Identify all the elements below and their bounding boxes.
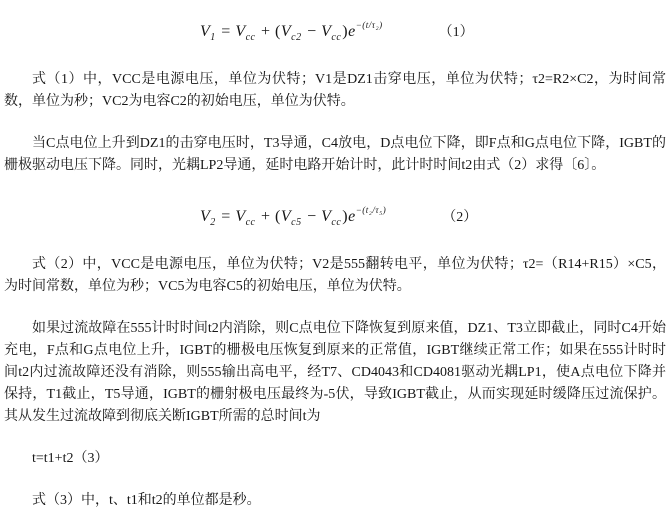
paragraph-eq2-explanation: 式（2）中，VCC是电源电压，单位为伏特；V2是555翻转电平，单位为伏特；τ2=（R14+R15）×C5，为时间常数，单位为秒；VC5为电容C5的初始电压，单位为伏特。	[4, 257, 666, 294]
equation-3-line: t=t1+t2（3）	[32, 451, 109, 466]
equation-1: $V_1 = V_{cc} + (V_{c2} - V_{cc})e^{-(t/\tau_2)}$	[200, 20, 383, 43]
paragraph-eq1-explanation: 式（1）中，VCC是电源电压，单位为伏特；V1是DZ1击穿电压，单位为伏特；τ2=R2×C2，为时间常数，单位为秒；VC2为电容C2的初始电压，单位为伏特。	[4, 72, 666, 109]
paragraph-circuit-behavior: 当C点电位上升到DZ1的击穿电压时，T3导通，C4放电，D点电位下降，即F点和G点电位下降，IGBT的栅极驱动电压下降。同时，光耦LP2导通，延时电路开始计时，此计时时间t2由式（2）求得〔6〕。	[4, 136, 666, 173]
equation-2-number: （2）	[442, 210, 478, 225]
equation-2: $V_2 = V_{cc} + (V_{c5} - V_{cc})e^{-(t_2/\tau_5)}$	[200, 205, 387, 228]
equation-2-row	[4, 197, 666, 236]
equation-1-row	[4, 12, 666, 51]
equation-1-number: （1）	[438, 25, 474, 40]
paragraph-eq3-explanation: 式（3）中，t、t1和t2的单位都是秒。	[32, 493, 261, 508]
paragraph-fault-handling: 如果过流故障在555计时时间t2内消除，则C点电位下降恢复到原来值，DZ1、T3立即截止，同时C4开始充电，F点和G点电位上升，IGBT的栅极电压恢复到原来的正常值，IGBT继续正常工作；如果在555计时时间t2内过流故障还没有消除，则555输出高电平，经T7、CD4043和CD4081驱动光耦LP1，使A点电位下降并保持，T1截止，T5导通，IGBT的栅射极电压最终为-5伏，导致IGBT截止，从而实现延时缓降压过流保护。其从发生过流故障到彻底关断IGBT所需的总时间t为	[4, 321, 666, 424]
